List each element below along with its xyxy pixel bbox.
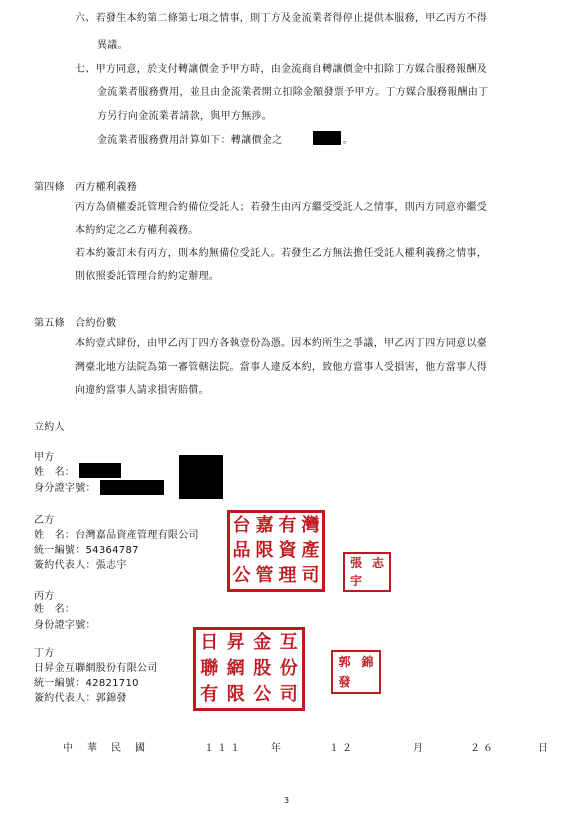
party-d-seal-glyph: 有 [200,684,219,705]
party-b-seal-glyph: 台 [232,514,251,536]
clause-6-line-2: 異議。 [97,40,128,51]
party-d-seal-glyph: 日 [200,632,219,653]
date-year-unit: 年 [271,743,281,754]
party-a-name-label: 姓 名： [34,467,76,478]
party-c-label: 丙方 [34,591,55,602]
party-b-representative: 簽約代表人：張志宇 [34,560,127,571]
party-d-tax-id: 統一編號：42821710 [34,678,139,689]
party-b-seal-glyph: 有 [278,514,297,536]
date-day-unit: 日 [538,743,548,754]
date-era: 中 華 民 國 [63,743,147,754]
date-month-unit: 月 [413,743,423,754]
party-a-label: 甲方 [34,452,55,463]
party-d-seal-glyph: 金 [253,632,272,653]
article-5-line-2: 灣臺北地方法院為第一審管轄法院。當事人違反本約，致他方當事人受損害，他方當事人得 [75,362,487,373]
party-d-name: 日昇金互聯網股份有限公司 [34,663,158,674]
date-day: ２６ [470,743,496,754]
article-4-title: 第四條 丙方權利義務 [34,182,137,193]
article-5-line-3: 向違約當事人請求損害賠償。 [75,385,209,396]
party-d-seal-glyph: 司 [279,684,298,705]
party-b-seal-glyph: 公 [232,565,251,587]
article-4-line-2: 本約約定之乙方權利義務。 [75,225,199,236]
redacted-fee-rate [313,131,341,145]
party-b-seal-glyph: 管 [255,565,274,587]
party-d-rep-seal-glyph: 發 [338,675,351,689]
party-d-seal-glyph: 限 [226,684,245,705]
party-b-seal-glyph: 灣 [301,514,320,536]
redacted-party-a-seal [179,455,223,499]
party-d-representative-seal [331,650,381,694]
date-year: １１１ [204,743,243,754]
party-b-seal-glyph: 理 [278,565,297,587]
party-c-id-label: 身份證字號： [34,620,96,631]
party-b-rep-seal-glyph: 宇 [349,574,362,588]
clause-7-line-4-end: 。 [343,135,354,146]
party-b-seal-glyph: 限 [255,539,274,561]
page-number: 3 [284,796,290,805]
clause-7-line-4: 金流業者服務費用計算如下：轉讓價金之 [97,135,283,146]
party-b-seal-glyph: 資 [278,539,297,561]
signatories-heading: 立約人 [34,422,65,433]
party-b-label: 乙方 [34,515,55,526]
party-d-seal-glyph: 網 [226,658,245,679]
party-d-seal-glyph: 昇 [226,632,245,653]
party-d-seal-glyph: 股 [253,658,272,679]
party-d-seal-glyph: 互 [279,632,298,653]
party-b-name: 姓 名：台灣嘉品資產管理有限公司 [34,530,199,541]
party-b-seal-glyph: 嘉 [255,514,274,536]
party-d-rep-seal-glyph: 郭 [338,655,351,669]
party-d-company-seal [193,627,305,711]
party-b-rep-seal-glyph: 張 [349,556,362,570]
article-5-title: 第五條 合約份數 [34,318,117,329]
party-a-id-label: 身分證字號： [34,483,96,494]
date-month: １２ [329,743,355,754]
party-c-name-label: 姓 名： [34,604,76,615]
article-4-line-4: 則依照委託管理合約約定辦理。 [75,271,220,282]
party-b-rep-seal-glyph: 志 [371,556,384,570]
party-b-seal-glyph: 產 [301,539,320,561]
article-4-line-1: 丙方為債權委託管理合約備位受託人；若發生由丙方繼受受託人之情事，則丙方同意亦繼受 [75,202,487,213]
article-4-line-3: 若本約簽訂未有丙方，則本約無備位受託人。若發生乙方無法擔任受託人權利義務之情事， [75,248,487,259]
redacted-party-a-id [100,480,164,495]
party-d-label: 丁方 [34,648,55,659]
clause-7-line-2: 金流業者服務費用，並且由金流業者開立扣除金額發票予甲方。丁方媒合服務報酬由丁 [97,87,489,98]
party-d-representative: 簽約代表人：郭錦發 [34,693,127,704]
party-d-rep-seal-glyph: 錦 [361,655,374,669]
party-b-seal-glyph: 品 [232,539,251,561]
party-b-representative-seal [343,552,391,592]
clause-7-line-1: 七、甲方同意，於支付轉讓價金予甲方時，由金流商自轉讓價金中扣除丁方媒合服務報酬及 [75,64,487,75]
article-5-line-1: 本約壹式肆份，由甲乙丙丁四方各執壹份為憑。因本約所生之爭議，甲乙丙丁四方同意以臺 [75,338,487,349]
redacted-party-a-name [79,463,121,478]
party-d-seal-glyph: 份 [279,658,298,679]
clause-7-line-3: 方另行向金流業者請款，與甲方無涉。 [97,111,273,122]
clause-6-line-1: 六、若發生本約第二條第七項之情事，則丁方及金流業者得停止提供本服務，甲乙丙方不得 [75,13,487,24]
party-d-seal-glyph: 公 [253,684,272,705]
party-b-seal-glyph: 司 [301,565,320,587]
party-b-company-seal [227,510,325,592]
party-b-tax-id: 統一編號：54364787 [34,545,139,556]
party-d-seal-glyph: 聯 [200,658,219,679]
